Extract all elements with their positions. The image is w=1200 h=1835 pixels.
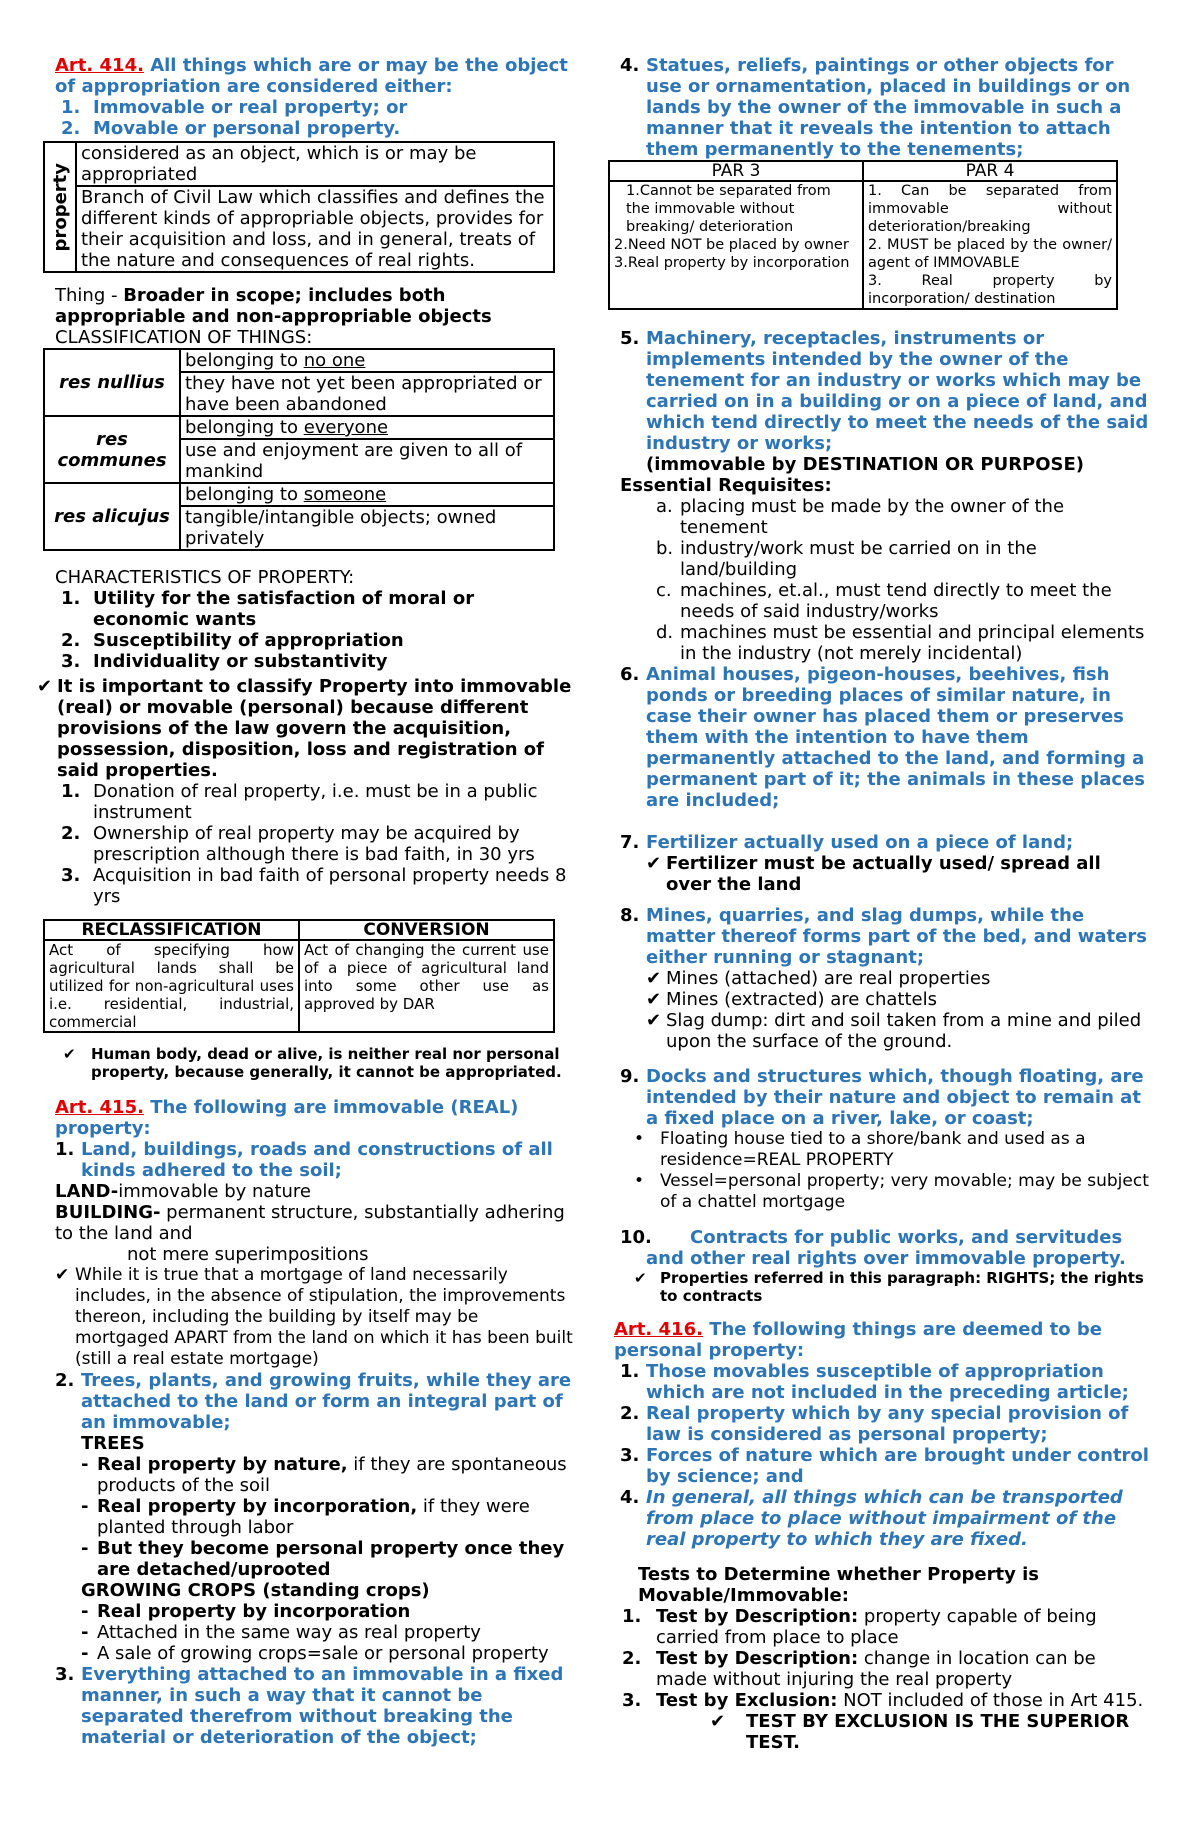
text: c.	[656, 580, 672, 601]
check-icon: ✔	[37, 676, 53, 697]
list-item	[620, 580, 1150, 622]
text: Real property by incorporation,	[97, 1496, 418, 1517]
text: if they were planted through labor	[97, 1496, 530, 1538]
list-item	[620, 1606, 1150, 1648]
text: Test by Exclusion:	[656, 1690, 838, 1711]
table-header: RECLASSIFICATION	[44, 920, 299, 940]
text: -	[81, 1454, 89, 1475]
check-icon: ✔	[646, 989, 662, 1010]
art416-paragraph	[614, 1319, 1150, 1361]
text: machines must be essential and principal elements in the industry (not merely incidental)	[680, 622, 1145, 664]
text: In general, all things which can be transported from place to place without impairment of the real property to which they are fixed.	[646, 1487, 1123, 1550]
list-item	[55, 1370, 575, 1433]
text: 4.	[620, 1487, 640, 1508]
thing-paragraph	[55, 285, 575, 327]
left-column	[37, 55, 575, 1748]
list-item	[55, 97, 575, 118]
text: someone	[303, 484, 387, 505]
building-note: not mere superimpositions	[127, 1244, 369, 1265]
classification-table	[43, 348, 555, 551]
crops-heading: GROWING CROPS (standing crops)	[81, 1580, 430, 1601]
reclassification-table	[43, 919, 555, 1033]
text: industry/work must be carried on in the land/building	[680, 538, 1037, 580]
table-cell: Act of specifying how agricultural lands shall be utilized for non-agricultural uses i.e. residential, industrial, commercial	[44, 940, 299, 1032]
text: But they become personal property once they are detached/uprooted	[97, 1538, 565, 1580]
land-definition	[55, 1181, 575, 1202]
text: Mines (extracted) are chattels	[666, 989, 937, 1010]
rights-note	[634, 1269, 1150, 1305]
class-name: res nullius	[44, 349, 180, 416]
text: Slag dump: dirt and soil taken from a mine and piled upon the surface of the ground.	[666, 1010, 1142, 1052]
text: Susceptibility of appropriation	[93, 630, 404, 651]
text: Fertilizer must be actually used/ spread all over the land	[666, 853, 1101, 895]
list-item	[55, 1496, 575, 1538]
list-item	[620, 1361, 1150, 1403]
text: Mines (attached) are real properties	[666, 968, 991, 989]
text: b.	[656, 538, 674, 559]
text: TEST BY EXCLUSION IS THE SUPERIOR TEST.	[746, 1711, 1130, 1753]
par-table	[608, 160, 1118, 310]
text: 2.	[61, 630, 81, 651]
text: d.	[656, 622, 674, 643]
text: 3.	[61, 651, 81, 672]
list-item	[55, 1664, 575, 1748]
text: Art. 415.	[55, 1097, 144, 1118]
list-item	[620, 538, 1150, 580]
class-name: res alicujus	[44, 483, 180, 550]
text: Floating house tied to a shore/bank and used as a residence=REAL PROPERTY	[660, 1129, 1086, 1170]
table-cell	[609, 181, 863, 309]
list-item	[55, 781, 575, 823]
property-table	[43, 141, 555, 273]
list-item	[55, 630, 575, 651]
list-item	[55, 588, 575, 630]
text: Fertilizer actually used on a piece of land;	[646, 832, 1074, 853]
text: 3.	[61, 865, 81, 886]
text: Attached in the same way as real property	[97, 1622, 481, 1643]
text: Broader in scope; includes both appropriable and non-appropriable objects	[55, 285, 492, 327]
text: 1.	[55, 1139, 75, 1160]
text: Real property by incorporation	[97, 1601, 411, 1622]
text: Land, buildings, roads and constructions of all kinds adhered to the soil;	[81, 1139, 553, 1181]
superior-test-note	[710, 1711, 1150, 1753]
text: placing must be made by the owner of the tenement	[680, 496, 1065, 538]
table-header: CONVERSION	[299, 920, 554, 940]
text: 1.	[620, 1361, 640, 1382]
text: Ownership of real property may be acquired by prescription although there is bad faith, in 30 yrs	[93, 823, 535, 865]
text: Those movables susceptible of appropriation which are not included in the preceding article;	[646, 1361, 1129, 1403]
right-column	[614, 55, 1150, 1753]
art415-paragraph	[55, 1097, 575, 1139]
property-side-label: property	[49, 162, 71, 252]
text: 10.	[620, 1227, 652, 1248]
art414-paragraph	[55, 55, 575, 97]
text: Statues, reliefs, paintings or other objects for use or ornamentation, placed in buildings or on lands by the owner of the immovable in such a manner that it reveals the intention to attach them permanently to the tenements;	[646, 55, 1131, 160]
text: immovable by nature	[118, 1181, 311, 1202]
text: Trees, plants, and growing fruits, while they are attached to the land or form an integral part of an immovable;	[81, 1370, 572, 1433]
text: 1.	[622, 1606, 642, 1627]
text: Thing -	[55, 285, 124, 306]
text: belonging to	[185, 484, 304, 505]
text: 2.	[61, 118, 81, 139]
list-item	[620, 328, 1150, 454]
text: While it is true that a mortgage of land necessarily includes, in the absence of stipulation, the improvements thereon, including the building by itself may be mortgaged APART from the land on which it has been built (still a real estate mortgage)	[75, 1265, 573, 1369]
list-item	[620, 1066, 1150, 1129]
list-item	[55, 1538, 575, 1580]
list-item	[620, 664, 1150, 811]
list-item	[55, 865, 575, 907]
text: belonging to	[185, 417, 304, 438]
art414-label: Art. 414.	[55, 55, 144, 76]
text: Individuality or substantivity	[93, 651, 388, 672]
text: Docks and structures which, though floating, are intended by their nature and object to remain at a fixed place on a river, lake, or coast;	[646, 1066, 1144, 1129]
list-item	[55, 1454, 575, 1496]
text: 2.Need NOT be placed by owner	[614, 237, 849, 253]
text: 3. Real property by incorporation/ destination	[868, 273, 1112, 307]
text: Utility for the satisfaction of moral or economic wants	[93, 588, 475, 630]
check-icon: ✔	[634, 1269, 647, 1287]
class-name: res communes	[44, 416, 180, 483]
text: Human body, dead or alive, is neither real nor personal property, because generally, it cannot be appropriated.	[91, 1045, 562, 1081]
text: Donation of real property, i.e. must be in a public instrument	[93, 781, 538, 823]
tests-heading: Tests to Determine whether Property is Movable/Immovable:	[638, 1564, 1040, 1606]
list-item	[620, 496, 1150, 538]
list-item	[620, 832, 1150, 853]
text: Everything attached to an immovable in a fixed manner, in such a way that it cannot be separated therefrom without breaking the material or deterioration of the object;	[81, 1664, 564, 1748]
text: a.	[656, 496, 673, 517]
text: property capable of being carried from place to place	[656, 1606, 1097, 1648]
list-item	[55, 1622, 575, 1643]
human-body-note	[55, 1045, 575, 1081]
text: The following things are deemed to be personal property:	[614, 1319, 1102, 1361]
check-icon: ✔	[710, 1711, 726, 1732]
text: change in location can be made without injuring the real property	[656, 1648, 1096, 1690]
mortgage-note	[55, 1265, 575, 1370]
text: 3.	[55, 1664, 75, 1685]
text: The following are immovable (REAL) property:	[55, 1097, 519, 1139]
text: Animal houses, pigeon-houses, beehives, fish ponds or breeding places of similar nature, in case their owner has placed them or preserves them with the intention to have them permanently attached to the land, and forming a permanent part of it; the animals in these places are included;	[646, 664, 1145, 811]
table-cell: considered as an object, which is or may be appropriated	[76, 142, 554, 186]
text: 1. Can be separated from immovable without deterioration/breaking	[868, 183, 1112, 235]
list-item	[620, 1445, 1150, 1487]
text: Art. 416.	[614, 1319, 703, 1340]
text: machines, et.al., must tend directly to meet the needs of said industry/works	[680, 580, 1112, 622]
text: 2. MUST be placed by the owner/ agent of IMMOVABLE	[868, 237, 1112, 271]
list-item	[620, 55, 1150, 160]
text: Properties referred in this paragraph: RIGHTS; the rights to contracts	[660, 1269, 1144, 1305]
text: -	[81, 1622, 89, 1643]
table-header: PAR 4	[863, 161, 1117, 181]
table-cell: they have not yet been appropriated or have been abandoned	[180, 372, 554, 416]
text: 3.Real property by incorporation	[614, 255, 850, 271]
text: 7.	[620, 832, 640, 853]
text: -	[81, 1643, 89, 1664]
text: 2.	[55, 1370, 75, 1391]
text: Real property which by any special provision of law is considered as personal property;	[646, 1403, 1129, 1445]
text: 3.	[620, 1445, 640, 1466]
list-item	[55, 651, 575, 672]
text: 6.	[620, 664, 640, 685]
list-item	[55, 1601, 575, 1622]
text: -	[81, 1496, 89, 1517]
text: All things which are or may be the object of appropriation are considered either:	[55, 55, 568, 97]
text: if they are spontaneous products of the soil	[97, 1454, 567, 1496]
text: belonging to	[185, 350, 304, 371]
text: Real property by nature,	[97, 1454, 348, 1475]
check-icon: ✔	[646, 968, 662, 989]
destination-note: (immovable by DESTINATION OR PURPOSE)	[646, 454, 1085, 475]
text: LAND-	[55, 1181, 119, 1202]
list-item	[620, 1129, 1150, 1171]
text: NOT included of those in Art 415.	[837, 1690, 1144, 1711]
check-icon: ✔	[646, 853, 662, 874]
text: 5.	[620, 328, 640, 349]
list-item	[646, 968, 1150, 989]
essential-heading: Essential Requisites:	[620, 475, 832, 496]
trees-heading: TREES	[81, 1433, 145, 1454]
text: 1.	[61, 781, 81, 802]
table-cell: Branch of Civil Law which classifies and defines the different kinds of appropriable objects, provides for their acquisition and loss, and in general, treats of the nature and consequences of real rights.	[76, 186, 554, 272]
text: -	[81, 1538, 89, 1559]
text: Vessel=personal property; very movable; may be subject of a chattel mortgage	[660, 1171, 1149, 1212]
table-header: PAR 3	[609, 161, 863, 181]
bullet-icon: •	[634, 1129, 645, 1149]
list-item	[620, 1403, 1150, 1445]
building-definition	[55, 1202, 575, 1244]
text: 1.	[61, 588, 81, 609]
text: permanent structure, substantially adhering to the land and	[55, 1202, 565, 1244]
list-item	[620, 1487, 1150, 1550]
text: 4.	[620, 55, 640, 76]
text: Mines, quarries, and slag dumps, while the matter thereof forms part of the bed, and waters either running or stagnant;	[646, 905, 1147, 968]
text: 8.	[620, 905, 640, 926]
text: -	[81, 1601, 89, 1622]
classification-heading: CLASSIFICATION OF THINGS:	[55, 327, 313, 348]
text: Machinery, receptacles, instruments or implements intended by the owner of the tenement for an industry or works which may be carried on in a building or on a piece of land, and which tend directly to meet the needs of the said industry or works;	[646, 328, 1149, 454]
text: everyone	[303, 417, 389, 438]
characteristics-heading: CHARACTERISTICS OF PROPERTY:	[55, 567, 355, 588]
text: A sale of growing crops=sale or personal property	[97, 1643, 549, 1664]
table-cell: Act of changing the current use of a piece of agricultural land into some other use as approved by DAR	[299, 940, 554, 1032]
text: BUILDING-	[55, 1202, 161, 1223]
check-icon: ✔	[63, 1045, 76, 1063]
text: Acquisition in bad faith of personal property needs 8 yrs	[93, 865, 567, 907]
table-cell	[863, 181, 1117, 309]
text: no one	[303, 350, 366, 371]
text: 9.	[620, 1066, 640, 1087]
text: It is important to classify Property into immovable (real) or movable (personal) because different provisions of the law govern the acquisition, possession, disposition, loss and registration of said properties.	[57, 676, 572, 781]
table-cell: use and enjoyment are given to all of mankind	[180, 439, 554, 483]
list-item	[620, 1227, 1150, 1269]
list-item	[55, 823, 575, 865]
check-icon: ✔	[55, 1265, 70, 1285]
table-cell: tangible/intangible objects; owned privately	[180, 506, 554, 550]
list-item	[620, 622, 1150, 664]
text: Movable or personal property.	[93, 118, 401, 139]
important-note	[37, 676, 575, 781]
list-item	[620, 1690, 1150, 1711]
text: Test by Description:	[656, 1606, 859, 1627]
list-item	[55, 1643, 575, 1664]
bullet-icon: •	[634, 1171, 645, 1191]
list-item	[620, 905, 1150, 968]
text: 1.Cannot be separated from the immovable without breaking/ deterioration	[626, 183, 831, 235]
check-icon: ✔	[646, 1010, 662, 1031]
text: 2.	[620, 1403, 640, 1424]
list-item	[620, 1171, 1150, 1213]
text: Immovable or real property; or	[93, 97, 408, 118]
text: 1.	[61, 97, 81, 118]
list-item	[55, 1139, 575, 1181]
text: Contracts for public works, and servitudes and other real rights over immovable property.	[646, 1227, 1126, 1269]
text: 2.	[622, 1648, 642, 1669]
list-item	[55, 118, 575, 139]
fertilizer-note	[646, 853, 1150, 895]
list-item	[646, 989, 1150, 1010]
list-item	[620, 1648, 1150, 1690]
text: Forces of nature which are brought under control by science; and	[646, 1445, 1149, 1487]
list-item	[646, 1010, 1150, 1052]
text: 3.	[622, 1690, 642, 1711]
text: 2.	[61, 823, 81, 844]
text: Test by Description:	[656, 1648, 859, 1669]
